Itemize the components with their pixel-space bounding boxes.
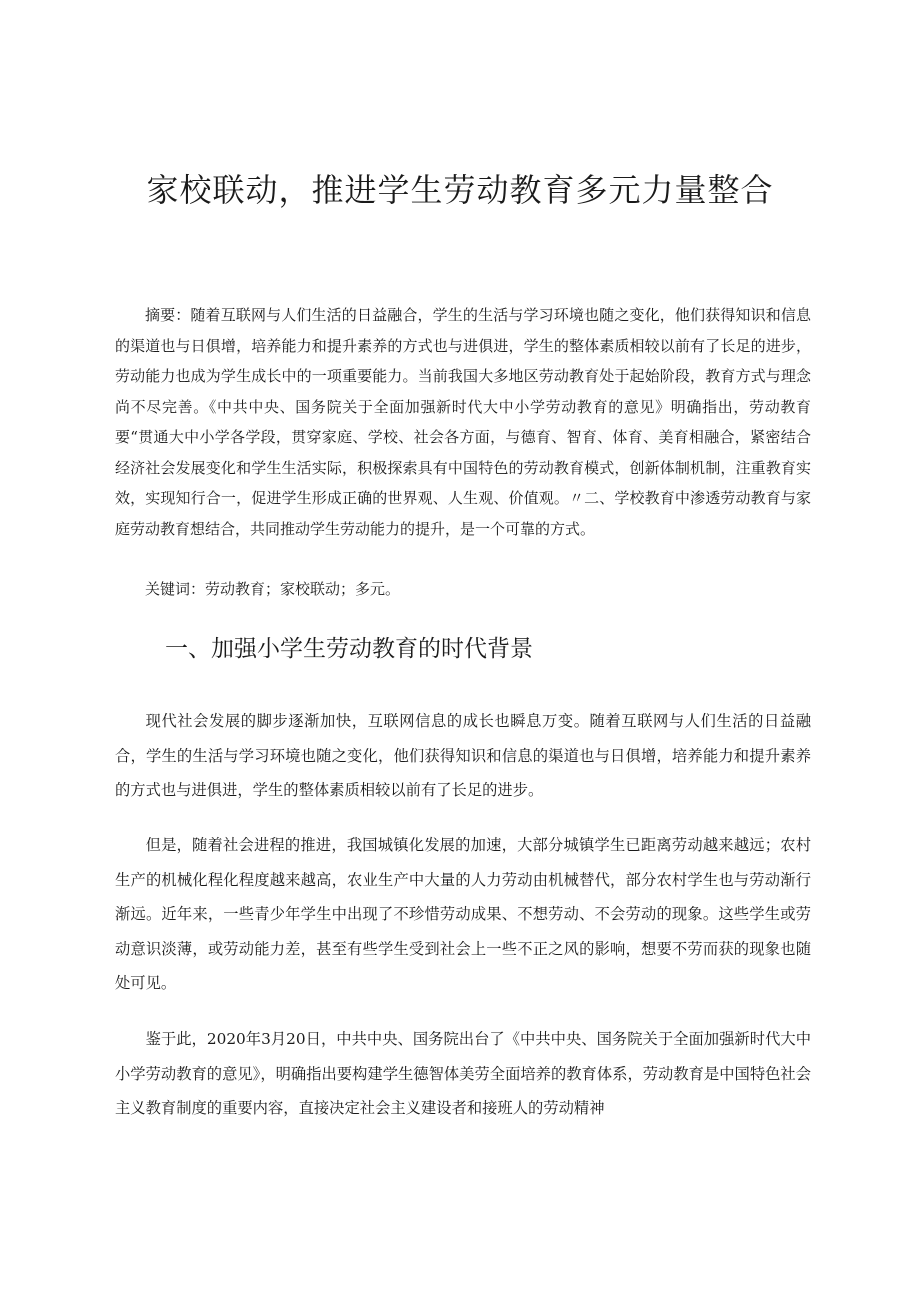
body-paragraph-3: 鉴于此，2020年3月20日，中共中央、国务院出台了《中共中央、国务院关于全面加强新时代大中小学劳动教育的意见》，明确指出要构建学生德智体美劳全面培养的教育体系，劳动教育是中国特色社会主义教育制度的重要内容，直接决定社会主义建设者和接班人的劳动精神	[115, 1030, 812, 1117]
section-heading: 一、加强小学生劳动教育的时代背景	[165, 636, 533, 662]
body-paragraph-2: 但是，随着社会进程的推进，我国城镇化发展的加速，大部分城镇学生已距离劳动越来越远；农村生产的机械化程化程度越来越高，农业生产中大量的人力劳动由机械替代，部分农村学生也与劳动渐行渐远。近年来，一些青少年学生中出现了不珍惜劳动成果、不想劳动、不会劳动的现象。这些学生或劳动意识淡薄，或劳动能力差，甚至有些学生受到社会上一些不正之风的影响，想要不劳而获的现象也随处可见。	[115, 836, 811, 992]
keywords-line: 关键词：劳动教育；家校联动；多元。	[145, 580, 401, 598]
body-paragraph-1: 现代社会发展的脚步逐渐加快，互联网信息的成长也瞬息万变。随着互联网与人们生活的日益融合，学生的生活与学习环境也随之变化，他们获得知识和信息的渠道也与日俱增，培养能力和提升素养的方式也与进俱进，学生的整体素质相较以前有了长足的进步。	[115, 712, 811, 799]
document-title: 家校联动，推进学生劳动教育多元力量整合	[146, 171, 774, 209]
abstract-paragraph: 摘要：随着互联网与人们生活的日益融合，学生的生活与学习环境也随之变化，他们获得知识和信息的渠道也与日俱增，培养能力和提升素养的方式也与进俱进，学生的整体素质相较以前有了长足的进步，劳动能力也成为学生成长中的一项重要能力。当前我国大多地区劳动教育处于起始阶段，教育方式与理念尚不尽完善。《中共中央、国务院关于全面加强新时代大中小学劳动教育的意见》明确指出，劳动教育要“贯通大中小学各学段，贯穿家庭、学校、社会各方面，与德育、智育、体育、美育相融合，紧密结合经济社会发展变化和学生生活实际，积极探索具有中国特色的劳动教育模式，创新体制机制，注重教育实效，实现知行合一，促进学生形成正确的世界观、人生观、价值观。〃二、学校教育中渗透劳动教育与家庭劳动教育想结合，共同推动学生劳动能力的提升，是一个可靠的方式。	[115, 306, 811, 538]
